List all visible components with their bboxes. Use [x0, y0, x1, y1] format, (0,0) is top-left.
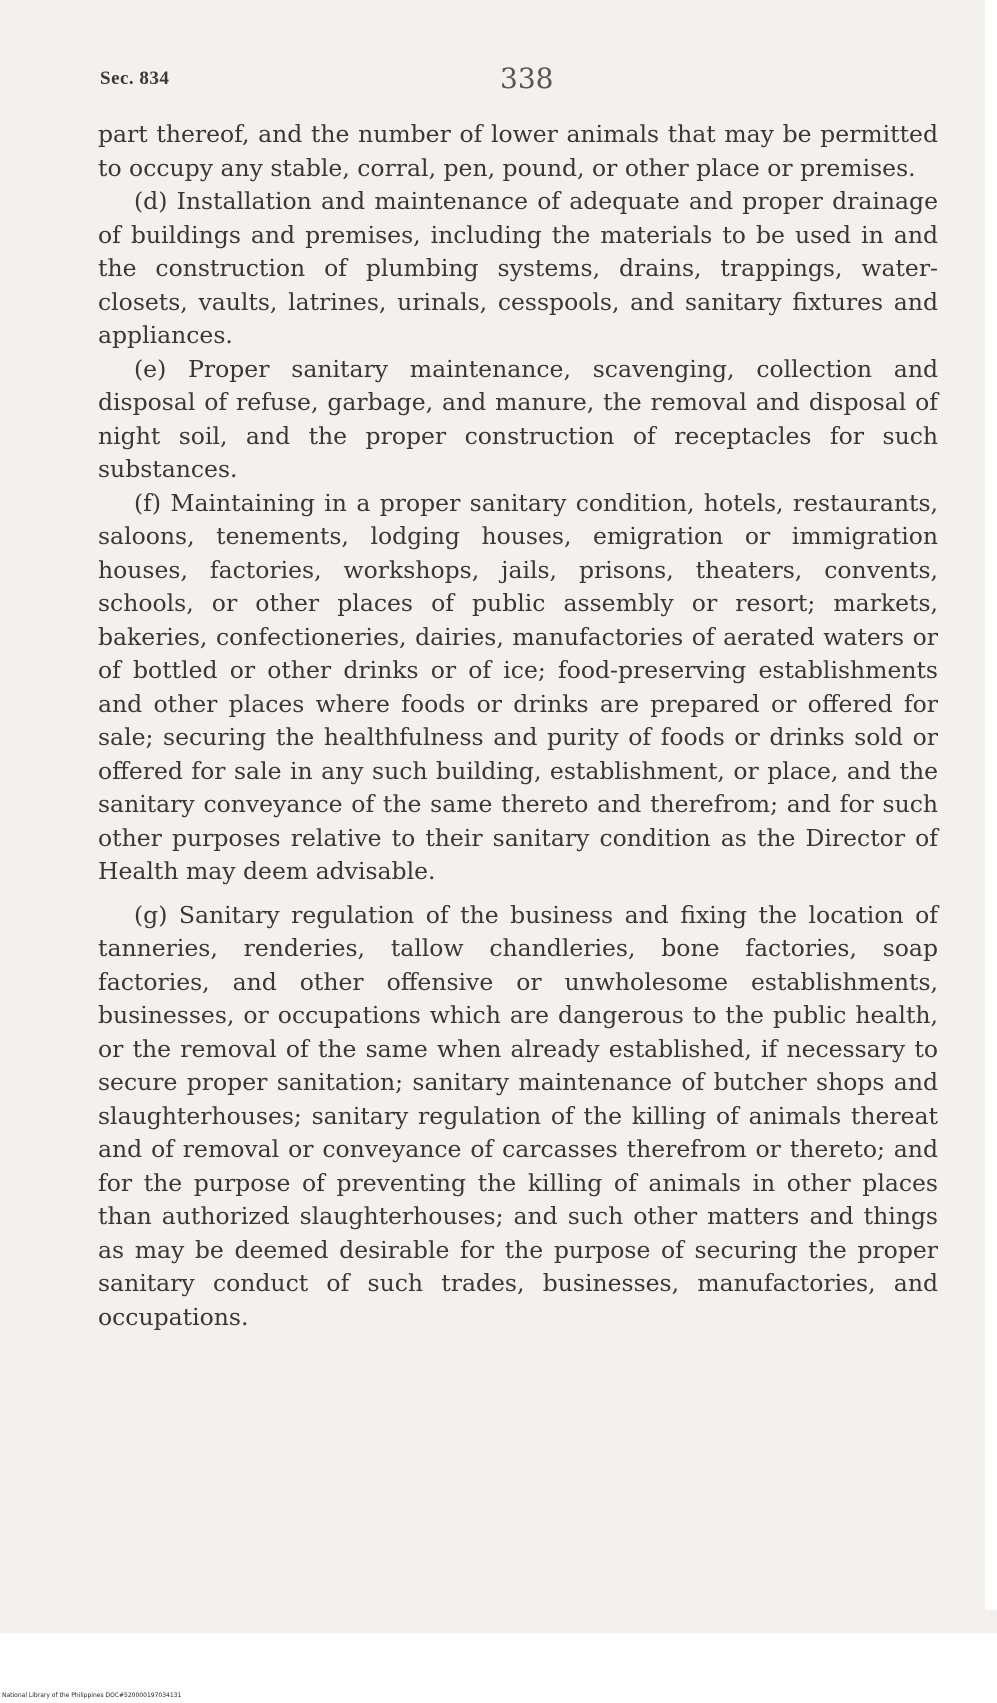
page-header: [100, 62, 940, 102]
paragraph-continuation: part thereof, and the number of lower animals that may be permitted to occupy any stable, corral, pen, pound, or other place or premises.: [98, 120, 938, 182]
paragraph-d: (d) Installation and maintenance of adequate and proper drainage of buildings and premises, including the materials to be used in and the construction of plumbing systems, drains, trappings, water-closets, vaults, latrines, urinals, cesspools, and sanitary fixtures and appliances.: [98, 187, 938, 349]
paragraph-g: (g) Sanitary regulation of the business and fixing the location of tanneries, renderies, tallow chandleries, bone factories, soap factories, and other offensive or unwholesome establishments, businesses, or occupations which are dangerous to the public health, or the removal of the same when already established, if necessary to secure proper sanitation; sanitary maintenance of butcher shops and slaughterhouses; sanitary regulation of the killing of animals thereat and of removal or conveyance of carcasses therefrom or thereto; and for the purpose of preventing the killing of animals in other places than authorized slaughterhouses; and such other matters and things as may be deemed desirable for the purpose of securing the proper sanitary conduct of such trades, businesses, manufactories, and occupations.: [98, 900, 938, 1331]
scan-footer: National Library of the Philippines DOC#520000197034131: [2, 1692, 182, 1699]
page-number: 338: [500, 62, 554, 95]
paragraph-e: (e) Proper sanitary maintenance, scavenging, collection and disposal of refuse, garbage, and manure, the removal and disposal of night soil, and the proper construction of receptacles for such substances.: [98, 354, 938, 483]
page-edge: [985, 0, 997, 1610]
body-text: [98, 118, 938, 1334]
paragraph-f: (f) Maintaining in a proper sanitary condition, hotels, restaurants, saloons, tenements, lodging houses, emigration or immigration houses, factories, workshops, jails, prisons, theaters, convents, schools, or other places of public assembly or resort; markets, bakeries, confectioneries, dairies, manufactories of aerated waters or of bottled or other drinks or of ice; food-preserving establishments and other places where foods or drinks are prepared or offered for sale; securing the healthfulness and purity of foods or drinks sold or offered for sale in any such building, establishment, or place, and the sanitary conveyance of the same thereto and therefrom; and for such other purposes relative to their sanitary condition as the Director of Health may deem advisable.: [98, 488, 938, 885]
section-reference: Sec. 834: [100, 68, 170, 89]
